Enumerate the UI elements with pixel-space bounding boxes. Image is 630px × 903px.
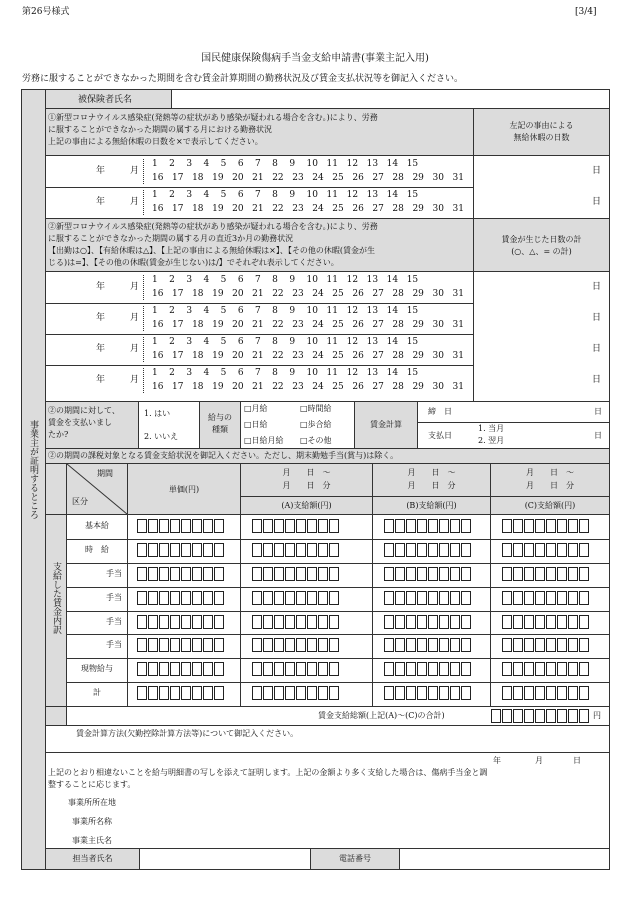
wage-row-label: 基本給 [85, 521, 109, 530]
payday-label: 支払日 [428, 431, 452, 440]
section2-text-line1: ②新型コロナウイルス感染症(発熱等の症状があり感染が疑われる場合を含む。)により、労務 [48, 222, 378, 231]
days-row-2[interactable]: 16 17 18 19 20 21 22 23 24 25 26 27 28 29 30 31 [152, 351, 464, 361]
year-label: 年 [96, 282, 106, 292]
payment-question-line3: たか? [48, 430, 69, 439]
month-label: 月 [130, 375, 140, 385]
wage-row-label: 時 給 [85, 545, 109, 554]
amount-a-input[interactable] [252, 638, 340, 657]
wage-row-label: 現物給与 [81, 664, 113, 673]
amount-a-input[interactable] [252, 519, 340, 538]
staff-name-field[interactable] [140, 849, 310, 869]
days-row-2[interactable]: 16 17 18 19 20 21 22 23 24 25 26 27 28 29 30 31 [152, 173, 464, 183]
days-row-2[interactable]: 16 17 18 19 20 21 22 23 24 25 26 27 28 29 30 31 [152, 289, 464, 299]
year-label: 年 [96, 375, 106, 385]
payday-unit: 日 [594, 431, 602, 440]
wage-row-label: 計 [93, 688, 101, 697]
section2-text-line4: じる)は=】、【その他の休暇(賃金が生じない)は/】でそれぞれ表示してください。 [48, 258, 339, 267]
amount-c-input[interactable] [502, 686, 590, 705]
col-b-header: (B)支給額(円) [406, 501, 457, 510]
unit-price-input[interactable] [137, 519, 225, 538]
amount-b-input[interactable] [384, 591, 472, 610]
col-c-header: (C)支給額(円) [524, 501, 576, 510]
col-c-date-from: 月 日 ～ [526, 468, 574, 477]
amount-b-input[interactable] [384, 519, 472, 538]
form-number: 第26号様式 [22, 7, 70, 17]
section1-right-line1: 左記の事由による [509, 121, 574, 130]
amount-b-input[interactable] [384, 543, 472, 562]
amount-a-input[interactable] [252, 543, 340, 562]
col-a-header: (A)支給額(円) [281, 501, 332, 510]
amount-b-input[interactable] [384, 662, 472, 681]
unit-price-header: 単価(円) [168, 485, 200, 494]
cert-date-day: 日 [573, 756, 581, 765]
total-yen-unit: 円 [593, 711, 601, 720]
wage-daily-checkbox[interactable]: □日給 [244, 420, 268, 429]
section2-text-line3: 【出勤は○】、【有給休暇は△】、【上記の事由による無給休暇は×】、【その他の休暇(賃金が生 [48, 246, 375, 255]
day-count-unit: 日 [592, 313, 602, 323]
day-count-unit: 日 [592, 282, 602, 292]
col-a-date-from: 月 日 ～ [282, 468, 331, 477]
days-row-2[interactable]: 16 17 18 19 20 21 22 23 24 25 26 27 28 29 30 31 [152, 320, 464, 330]
section1-right-line2: 無給休暇の日数 [513, 133, 570, 142]
staff-name-label: 担当者氏名 [72, 854, 113, 863]
amount-c-input[interactable] [502, 662, 590, 681]
days-row-1[interactable]: 1 2 3 4 5 6 7 8 9 10 11 12 13 14 15 [152, 368, 419, 378]
year-label: 年 [96, 344, 106, 354]
payday-next-month[interactable]: 2. 翌月 [478, 436, 505, 445]
amount-b-input[interactable] [384, 567, 472, 586]
wage-row-label: 手当 [106, 593, 122, 602]
col-a-date-to: 月 日 分 [282, 481, 331, 490]
office-address-label: 事業所所在地 [68, 798, 116, 807]
wage-type-label1: 給与の [208, 413, 232, 422]
amount-a-input[interactable] [252, 662, 340, 681]
month-label: 月 [130, 166, 140, 176]
day-count-unit: 日 [592, 166, 602, 176]
wage-calc-label: 賃金計算 [370, 420, 402, 429]
amount-a-input[interactable] [252, 591, 340, 610]
cert-date-year: 年 [493, 756, 501, 765]
section1-text-line1: ①新型コロナウイルス感染症(発熱等の症状があり感染が疑われる場合を含む。)により、労務 [48, 113, 378, 122]
amount-a-input[interactable] [252, 686, 340, 705]
payment-question-line1: ②の期間に対して、 [48, 406, 120, 415]
month-label: 月 [130, 282, 140, 292]
days-row-2[interactable]: 16 17 18 19 20 21 22 23 24 25 26 27 28 29 30 31 [152, 382, 464, 392]
amount-b-input[interactable] [384, 615, 472, 634]
amount-c-input[interactable] [502, 615, 590, 634]
payday-this-month[interactable]: 1. 当月 [478, 424, 505, 433]
office-name-label: 事業所名称 [72, 817, 112, 826]
certification-line2: 整することに応じます。 [48, 780, 136, 789]
days-row-2[interactable]: 16 17 18 19 20 21 22 23 24 25 26 27 28 29 30 31 [152, 204, 464, 214]
amount-b-input[interactable] [384, 686, 472, 705]
wage-type-label2: 種類 [212, 425, 228, 434]
unit-price-input[interactable] [137, 638, 225, 657]
col-b-date-from: 月 日 ～ [407, 468, 456, 477]
month-label: 月 [130, 344, 140, 354]
table-category-label: 区分 [72, 497, 88, 506]
amount-c-input[interactable] [502, 567, 590, 586]
section2-right-line2: (○、△、= の計) [511, 247, 572, 256]
wage-daily-monthly-checkbox[interactable]: □日給月給 [244, 436, 284, 445]
month-label: 月 [130, 197, 140, 207]
days-row-1[interactable]: 1 2 3 4 5 6 7 8 9 10 11 12 13 14 15 [152, 159, 419, 169]
year-label: 年 [96, 197, 106, 207]
closing-day-label: 締 日 [428, 407, 452, 416]
payment-no-option[interactable]: 2. いいえ [144, 432, 179, 441]
days-row-1[interactable]: 1 2 3 4 5 6 7 8 9 10 11 12 13 14 15 [152, 337, 419, 347]
unit-price-input[interactable] [137, 615, 225, 634]
phone-field[interactable] [400, 849, 609, 869]
amount-c-input[interactable] [502, 519, 590, 538]
section1-text-line3: 上記の事由による無給休暇の日数を×で表示してください。 [48, 137, 263, 146]
calc-method-label: 賃金計算方法(欠勤控除計算方法等)について御記入ください。 [76, 729, 299, 738]
year-label: 年 [96, 313, 106, 323]
section2-text-line2: に服することができなかった期間の属する月の直近3か月の勤務状況 [48, 234, 294, 243]
section1-text-line2: に服することができなかった期間の属する月における勤務状況 [48, 125, 272, 134]
cert-date-month: 月 [535, 756, 543, 765]
amount-c-input[interactable] [502, 591, 590, 610]
amount-a-input[interactable] [252, 615, 340, 634]
phone-label: 電話番号 [339, 854, 371, 863]
wage-other-checkbox[interactable]: □その他 [300, 436, 332, 445]
instruction-text: 労務に服することができなかった期間を含む賃金計算期間の勤務状況及び賃金支払状況等を御記入ください。 [22, 74, 464, 84]
amount-c-input[interactable] [502, 543, 590, 562]
owner-name-label: 事業主氏名 [72, 836, 112, 845]
unit-price-input[interactable] [137, 567, 225, 586]
total-label: 賃金支給総額(上記(A)～(C)の合計) [318, 711, 445, 720]
calc-method-field[interactable] [67, 742, 607, 750]
days-row-1[interactable]: 1 2 3 4 5 6 7 8 9 10 11 12 13 14 15 [152, 190, 419, 200]
insured-name-label: 被保険者氏名 [78, 95, 133, 105]
day-count-unit: 日 [592, 344, 602, 354]
wage-monthly-checkbox[interactable]: □月給 [244, 404, 268, 413]
insured-name-field[interactable] [172, 90, 609, 108]
payment-question-line2: 賃金を支払いまし [48, 418, 112, 427]
day-count-unit: 日 [592, 197, 602, 207]
wage-row-label: 手当 [106, 569, 122, 578]
payment-yes-option[interactable]: 1. はい [144, 409, 171, 418]
section3-text: ②の期間の課税対象となる賃金支給状況を御記入ください。ただし、期末勤勉手当(賞与)は除く。 [48, 451, 399, 460]
certification-line1: 上記のとおり相違ないことを給与明細書の写しを添えて証明します。上記の金額より多く支給した場合は、傷病手当金と調 [48, 768, 488, 777]
breakdown-label: 支給した賃金内訳 [51, 562, 61, 634]
page-indicator: [3/4] [575, 7, 597, 17]
unit-price-input[interactable] [137, 686, 225, 705]
wage-hourly-checkbox[interactable]: □時間給 [300, 404, 332, 413]
unit-price-input[interactable] [137, 662, 225, 681]
wage-commission-checkbox[interactable]: □歩合給 [300, 420, 332, 429]
closing-day-unit: 日 [594, 407, 602, 416]
col-c-date-to: 月 日 分 [526, 481, 574, 490]
table-period-label: 期間 [97, 469, 113, 478]
unit-price-input[interactable] [137, 543, 225, 562]
amount-b-input[interactable] [384, 638, 472, 657]
side-label: 事業主が証明するところ [28, 420, 38, 519]
wage-row-label: 手当 [106, 640, 122, 649]
section2-right-line1: 賃金が生じた日数の計 [501, 235, 582, 244]
amount-c-input[interactable] [502, 638, 590, 657]
form-title: 国民健康保険傷病手当金支給申請書(事業主記入用) [201, 53, 429, 64]
unit-price-input[interactable] [137, 591, 225, 610]
wage-row-label: 手当 [106, 617, 122, 626]
amount-a-input[interactable] [252, 567, 340, 586]
days-row-1[interactable]: 1 2 3 4 5 6 7 8 9 10 11 12 13 14 15 [152, 306, 419, 316]
day-count-unit: 日 [592, 375, 602, 385]
year-label: 年 [96, 166, 106, 176]
col-b-date-to: 月 日 分 [407, 481, 456, 490]
month-label: 月 [130, 313, 140, 323]
days-row-1[interactable]: 1 2 3 4 5 6 7 8 9 10 11 12 13 14 15 [152, 275, 419, 285]
